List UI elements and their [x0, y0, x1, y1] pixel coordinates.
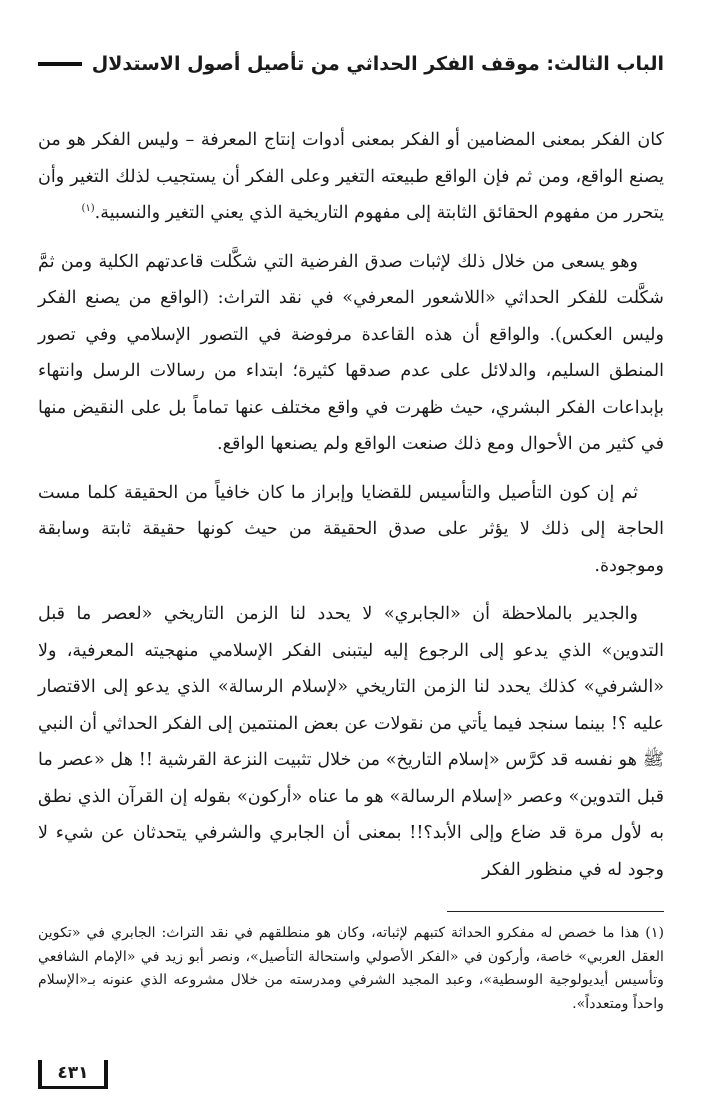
- main-text: [38, 122, 664, 900]
- header-rule: [38, 62, 82, 66]
- paragraph-1: [38, 122, 664, 232]
- paragraph-2: وهو يسعى من خلال ذلك لإثبات صدق الفرضية التي شكَّلت قاعدتهم الكلية ومن ثمَّ شكَّلت للفكر الحداثي «اللاشعور المعرفي» في نقد التراث: (الواقع من يصنع الفكر وليس العكس). والواقع أن هذه القاعدة مرفوضة في التصور الإسلامي وفي تصور المنطق السليم، والدلائل على عدم صدقها كثيرة؛ ابتداء من رسالات الرسل وانتهاء بإبداعات الفكر البشري، حيث ظهرت في واقع مختلف عنها تماماً بل على النقيض منها في كثير من الأحوال ومع ذلك صنعت الواقع ولم يصنعها الواقع.: [38, 251, 664, 454]
- running-header: [38, 44, 664, 84]
- paragraph-1-text: كان الفكر بمعنى المضامين أو الفكر بمعنى أدوات إنتاج المعرفة – وليس الفكر هو من يصنع الواقع، ومن ثم فإن الواقع طبيعته التغير وعلى الفكر أن يستجيب لذلك التغير وأن يتحرر من مفهوم الحقائق الثابتة إلى مفهوم التاريخية الذي يعني التغير والنسبية.: [38, 130, 664, 223]
- footnote-separator: [447, 911, 664, 912]
- paragraph-3: ثم إن كون التأصيل والتأسيس للقضايا وإبراز ما كان خافياً من الحقيقة كلما مست الحاجة إلى ذلك لا يؤثر على صدق الحقيقة من حيث كونها حقيقة ثابتة وسابقة وموجودة.: [38, 482, 664, 576]
- paragraph-4: والجدير بالملاحظة أن «الجابري» لا يحدد لنا الزمن التاريخي «لعصر ما قبل التدوين» الذي يدعو إلى الرجوع إليه ليتبنى الفكر الإسلامي منهجيته المعرفية، ولا «الشرفي» كذلك يحدد لنا الزمن التاريخي «لإسلام الرسالة» الذي يدعو إلى الاقتصار عليه ؟! بينما سنجد فيما يأتي من نقولات عن بعض المنتمين إلى الفكر الحداثي أن النبي ﷺ هو نفسه قد كرَّس «إسلام التاريخ» من خلال تثبيت النزعة القرشية !! هل «عصر ما قبل التدوين» وعصر «إسلام الرسالة» هو ما عناه «أركون» بقوله إن القرآن الذي نطق به لأول مرة قد ضاع وإلى الأبد؟!! بمعنى أن الجابري والشرفي يتحدثان عن شيء لا وجود له في منظور الفكر: [38, 604, 664, 880]
- page-number: ٤٣١: [38, 1060, 108, 1089]
- footnote-1: (١) هذا ما خصص له مفكرو الحداثة كتبهم لإثباته، وكان هو منطلقهم في نقد التراث: الجابري في «تكوين العقل العربي» خاصة، وأركون في «الفكر الأصولي واستحالة التأصيل»، ونصر أبو زيد في «الإمام الشافعي وتأسيس أيديولوجية الوسطية»، وعبد المجيد الشرفي ومدرسته من خلال مشروعه الذي عنونه بـ«الإسلام واحداً ومتعدداً».: [38, 925, 664, 1012]
- chapter-title: الباب الثالث: موقف الفكر الحداثي من تأصيل أصول الاستدلال: [91, 52, 664, 75]
- footnotes: [38, 922, 664, 1016]
- footnote-ref: (١): [81, 203, 95, 215]
